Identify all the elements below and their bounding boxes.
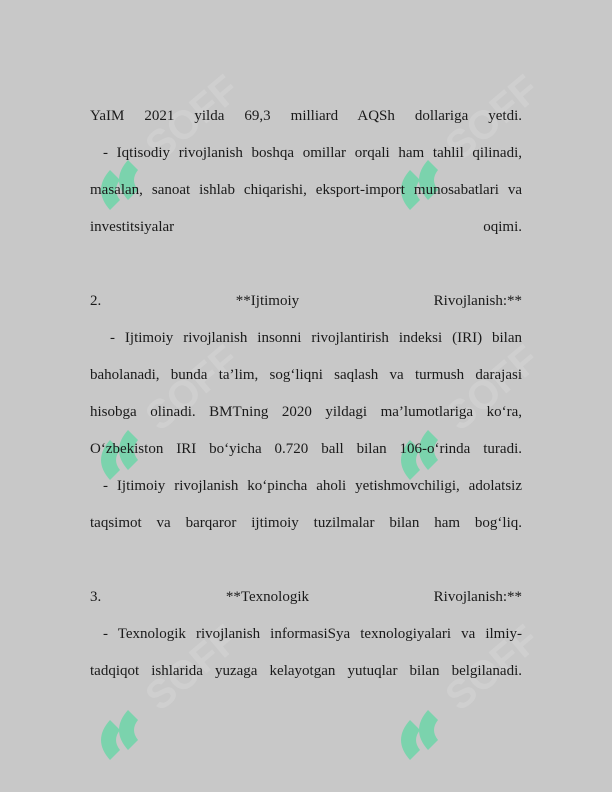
svg-text:SOFF: SOFF <box>137 66 248 170</box>
text-line: - Iqtisodiy rivojlanish boshqa omillar orqali ham tahlil qilinadi, <box>103 145 522 161</box>
text-line: - Ijtimoiy rivojlanish ko‘pincha aholi yetishmovchiligi, adolatsiz <box>103 478 522 494</box>
svg-text:SOFF: SOFF <box>437 336 548 440</box>
text-line: - Texnologik rivojlanish informasiSya texnologiyalari va ilmiy- <box>103 626 522 642</box>
svg-text:SOFF: SOFF <box>137 616 248 720</box>
text-line: YaIM 2021 yilda 69,3 milliard AQSh dollariga yetdi. <box>90 108 522 124</box>
text-line: masalan, sanoat ishlab chiqarishi, eksport-import munosabatlari va <box>90 182 522 198</box>
blank-line <box>90 542 522 579</box>
text-line: tadqiqot ishlarida yuzaga kelayotgan yutuqlar bilan belgilanadi. <box>90 663 522 679</box>
document-body <box>90 98 522 690</box>
text-line: hisobga olinadi. BMTning 2020 yildagi ma’lumotlariga ko‘ra, <box>90 404 522 420</box>
blank-line <box>90 246 522 283</box>
text-line: baholanadi, bunda ta’lim, sog‘liqni saqlash va turmush darajasi <box>90 367 522 383</box>
text-line: O‘zbekiston IRI bo‘yicha 0.720 ball bilan 106-o‘rinda turadi. <box>90 441 522 457</box>
svg-text:SOFF: SOFF <box>437 616 548 720</box>
section-heading: 2. **Ijtimoiy Rivojlanish:** <box>90 293 522 309</box>
svg-text:SOFF: SOFF <box>137 336 248 440</box>
text-line: - Ijtimoiy rivojlanish insonni rivojlantirish indeksi (IRI) bilan <box>110 330 522 346</box>
section-heading: 3. **Texnologik Rivojlanish:** <box>90 589 522 605</box>
svg-text:SOFF: SOFF <box>437 66 548 170</box>
text-line: taqsimot va barqaror ijtimoiy tuzilmalar bilan ham bog‘liq. <box>90 515 522 531</box>
text-line: investitsiyalar oqimi. <box>90 219 522 235</box>
